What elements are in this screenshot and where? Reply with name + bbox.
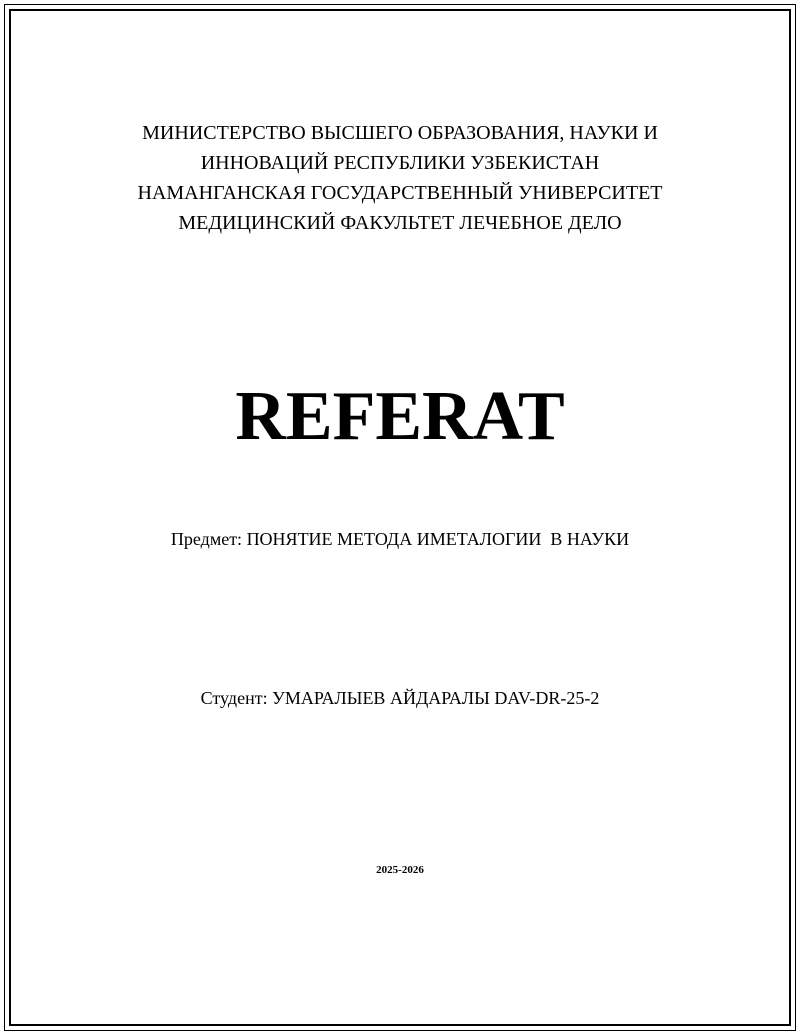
institution-header bbox=[0, 118, 800, 238]
header-line-ministry: МИНИСТЕРСТВО ВЫСШЕГО ОБРАЗОВАНИЯ, НАУКИ И bbox=[142, 122, 658, 144]
student-label: Студент: bbox=[200, 688, 268, 708]
header-line-faculty: МЕДИЦИНСКИЙ ФАКУЛЬТЕТ ЛЕЧЕБНОЕ ДЕЛО bbox=[178, 212, 622, 234]
student-line bbox=[0, 685, 800, 711]
document-title: REFERAT bbox=[235, 378, 565, 455]
academic-year: 2025-2026 bbox=[376, 864, 424, 876]
header-line-republic: ИННОВАЦИЙ РЕСПУБЛИКИ УЗБЕКИСТАН bbox=[200, 152, 600, 174]
student-value: УМАРАЛЫЕВ АЙДАРАЛЫ DAV-DR-25-2 bbox=[272, 688, 600, 708]
subject-label: Предмет: bbox=[170, 529, 243, 549]
subject-value: ПОНЯТИЕ МЕТОДА ИМЕТАЛОГИИ В НАУКИ bbox=[246, 529, 630, 549]
subject-line bbox=[0, 526, 800, 552]
header-line-university: НАМАНГАНСКАЯ ГОСУДАРСТВЕННЫЙ УНИВЕРСИТЕТ bbox=[137, 182, 663, 204]
